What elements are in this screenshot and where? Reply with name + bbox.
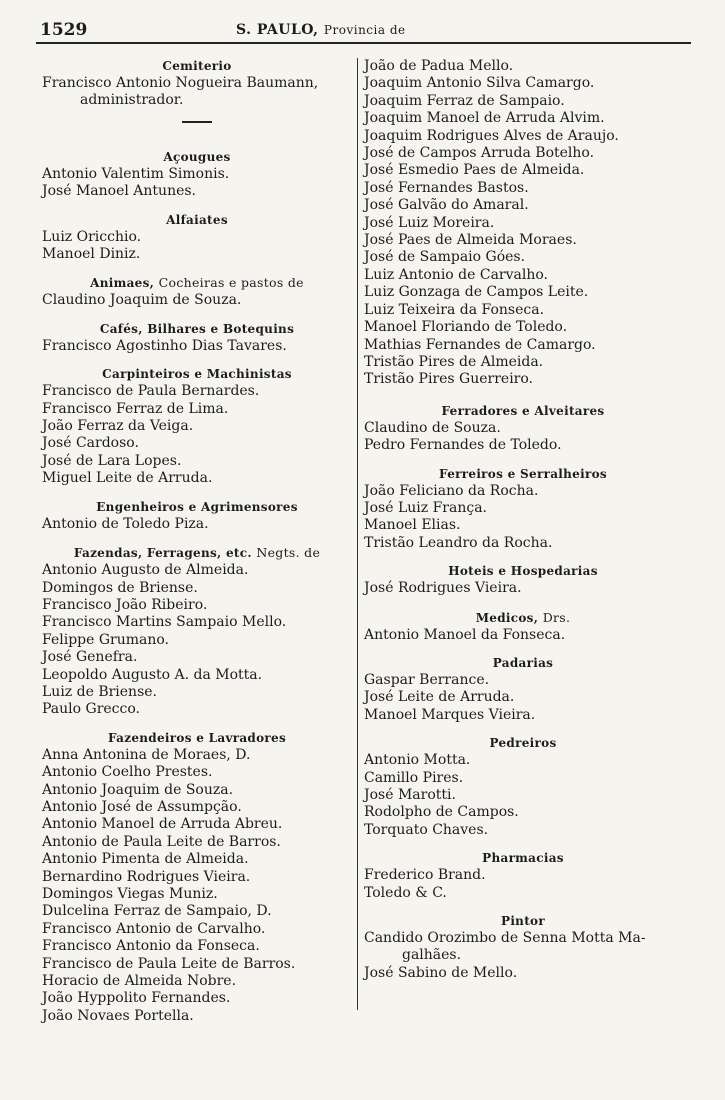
entry-list (362, 930, 684, 982)
section-title-note: Drs. (542, 609, 571, 625)
entry-list (38, 229, 356, 264)
column-divider (357, 58, 358, 1010)
entry: Francisco Antonio de Carvalho. (42, 920, 266, 937)
entry-list (362, 627, 684, 644)
section-title (38, 544, 356, 562)
entry: Francisco Antonio da Fonseca. (42, 938, 260, 955)
running-title-tail: Provincia de (323, 23, 406, 37)
entry: João Ferraz da Veiga. (42, 418, 194, 435)
entry: Miguel Leite de Arruda. (42, 470, 213, 487)
running-title (236, 22, 406, 38)
entry: João Feliciano da Rocha. (364, 482, 539, 499)
entry: Rodolpho de Campos. (364, 804, 519, 821)
entry-list (38, 383, 356, 487)
section-pintor (362, 913, 684, 982)
entry: Antonio Coelho Prestes. (42, 764, 213, 781)
entry-list (362, 672, 684, 724)
entry-list (362, 867, 684, 902)
entry-list (38, 75, 356, 110)
entry: Dulcelina Ferraz de Sampaio, D. (42, 903, 272, 920)
entry: Francisco Antonio Nogueira Baumann, (42, 75, 319, 91)
section-title: Fazendeiros e Lavradores (107, 730, 287, 745)
section-title-main: Medicos, (475, 610, 539, 625)
section-alfaiates (38, 212, 356, 264)
entry: Joaquim Ferraz de Sampaio. (364, 92, 565, 109)
entry-list (38, 516, 356, 533)
section-title: Engenheiros e Agrimensores (96, 499, 298, 514)
section-fazendeiros (38, 730, 356, 1026)
entry: Luiz Antonio de Carvalho. (364, 266, 549, 283)
entry: Manoel Diniz. (42, 246, 141, 263)
entry: Bernardino Rodrigues Vieira. (42, 868, 251, 885)
entry: João Hyppolito Fernandes. (42, 990, 231, 1007)
entry: Leopoldo Augusto A. da Motta. (42, 666, 263, 683)
entry: Manoel Elias. (364, 517, 461, 534)
entry: Francisco Agostinho Dias Tavares. (42, 337, 287, 354)
entry: galhães. (402, 947, 462, 964)
entry: Antonio de Paula Leite de Barros. (42, 833, 281, 850)
section-carpinteiros (38, 366, 356, 487)
entry-list (38, 562, 356, 719)
section-engenheiros (38, 499, 356, 533)
entry-list (362, 420, 684, 455)
section-fazendas (38, 544, 356, 719)
entry: Camillo Pires. (364, 769, 464, 786)
entry: Anna Antonina de Moraes, D. (42, 746, 251, 763)
section-pharmacias (362, 850, 684, 902)
entry: Antonio Motta. (364, 752, 471, 769)
entry: Gaspar Berrance. (364, 671, 490, 688)
entry-list (362, 580, 684, 597)
entry-list (38, 747, 356, 1026)
entry: Antonio Augusto de Almeida. (42, 562, 249, 579)
entry: Antonio José de Assumpção. (42, 798, 242, 815)
entry: José Marotti. (364, 787, 456, 803)
section-animaes (38, 274, 356, 309)
left-column (38, 58, 356, 1036)
section-title-note: Negts. de (256, 545, 321, 561)
section-title: Ferradores e Alveitares (441, 403, 605, 418)
entry: Antonio Joaquim de Souza. (42, 781, 234, 798)
section-cemiterio (38, 58, 356, 110)
section-medicos (362, 609, 684, 644)
entry: Antonio Valentim Simonis. (42, 165, 230, 182)
section-title: Ferreiros e Serralheiros (439, 466, 607, 481)
section-title: Pintor (501, 914, 545, 929)
section-title: Alfaiates (166, 212, 228, 227)
entry: Luiz Oricchio. (42, 228, 142, 245)
entry: Joaquim Rodrigues Alves de Araujo. (364, 127, 619, 144)
entry: Francisco João Ribeiro. (42, 596, 208, 613)
section-title: Carpinteiros e Machinistas (102, 367, 292, 382)
entry: Pedro Fernandes de Toledo. (364, 437, 562, 454)
entry: Manoel Marques Vieira. (364, 706, 536, 723)
section-title: Cafés, Bilhares e Botequins (99, 321, 295, 336)
entry: Domingos de Briense. (42, 579, 198, 596)
section-title: Pedreiros (489, 736, 557, 751)
entry: Antonio Manoel de Arruda Abreu. (42, 816, 283, 833)
section-title-main: Animaes, (90, 276, 155, 291)
entry: Joaquim Antonio Silva Camargo. (364, 75, 595, 92)
entry: Antonio de Toledo Piza. (42, 515, 209, 532)
entry: Francisco de Paula Leite de Barros. (42, 955, 296, 972)
entry: José Paes de Almeida Moraes. (364, 232, 577, 249)
entry: José Leite de Arruda. (364, 689, 515, 706)
entry: Paulo Grecco. (42, 701, 140, 718)
entry: Candido Orozimbo de Senna Motta Ma- (364, 930, 646, 947)
entry: José de Campos Arruda Botelho. (364, 145, 595, 162)
entry: Tristão Leandro da Rocha. (364, 534, 553, 551)
entry: Toledo & C. (364, 884, 447, 901)
entry: José Esmedio Paes de Almeida. (364, 162, 585, 179)
entry: Horacio de Almeida Nobre. (42, 973, 237, 990)
section-pedreiros (362, 735, 684, 839)
entry: Luiz Teixeira da Fonseca. (364, 301, 545, 318)
entry: administrador. (80, 92, 184, 109)
entry: João Novaes Portella. (42, 1007, 194, 1024)
entry: José Galvão do Amaral. (364, 197, 529, 214)
entry: José Cardoso. (42, 435, 139, 452)
section-title-main: Fazendas, Ferragens, etc. (73, 546, 252, 561)
entry: Tristão Pires Guerreiro. (364, 371, 534, 388)
continued-fazendeiros (362, 58, 684, 389)
entry-list (38, 292, 356, 309)
entry: José Fernandes Bastos. (364, 179, 529, 196)
section-cafes (38, 321, 356, 355)
entry-list (362, 483, 684, 553)
entry: Antonio Pimenta de Almeida. (42, 851, 249, 868)
entry: Luiz Gonzaga de Campos Leite. (364, 284, 589, 301)
entry: Francisco Ferraz de Lima. (42, 400, 229, 417)
page-number: 1529 (40, 20, 88, 40)
section-title (362, 609, 684, 627)
entry: Mathias Fernandes de Camargo. (364, 336, 596, 353)
separator-dash (182, 121, 212, 123)
entry: Joaquim Manoel de Arruda Alvim. (364, 110, 605, 127)
entry: José Sabino de Mello. (364, 964, 518, 981)
entry: José de Sampaio Góes. (364, 249, 526, 266)
entry: Claudino Joaquim de Souza. (42, 292, 242, 309)
entry: José de Lara Lopes. (42, 452, 182, 469)
entry: Francisco Martins Sampaio Mello. (42, 614, 287, 631)
section-title: Pharmacias (482, 851, 564, 866)
section-acougues (38, 149, 356, 201)
running-title-main: S. PAULO, (236, 22, 319, 38)
entry: José Luiz França. (364, 499, 487, 516)
section-ferradores (362, 403, 684, 455)
section-hoteis (362, 563, 684, 597)
entry: Francisco de Paula Bernardes. (42, 383, 260, 400)
section-title: Cemiterio (162, 59, 232, 73)
section-title-note: Cocheiras e pastos de (158, 275, 304, 291)
entry: Domingos Viegas Muniz. (42, 886, 218, 902)
page-header (36, 20, 691, 44)
entry: Manoel Floriando de Toledo. (364, 319, 568, 336)
entry: Claudino de Souza. (364, 419, 501, 436)
section-ferreiros (362, 466, 684, 553)
entry: Antonio Manoel da Fonseca. (364, 626, 566, 643)
header-rule (36, 42, 691, 44)
entry-list (362, 752, 684, 839)
entry-list (38, 166, 356, 201)
entry: José Genefra. (42, 649, 138, 666)
entry: Frederico Brand. (364, 867, 486, 884)
entry-list (38, 338, 356, 355)
entry: Felippe Grumano. (42, 631, 170, 648)
entry-list (362, 58, 684, 389)
section-padarias (362, 655, 684, 724)
section-title (38, 274, 356, 292)
entry: Luiz de Briense. (42, 683, 157, 700)
entry: Tristão Pires de Almeida. (364, 353, 544, 370)
section-title: Açougues (163, 149, 231, 164)
right-column (362, 58, 684, 993)
section-title: Hoteis e Hospedarias (448, 564, 598, 579)
section-title: Padarias (492, 655, 554, 670)
entry: José Manoel Antunes. (42, 183, 197, 200)
entry: João de Padua Mello. (364, 58, 514, 74)
entry: José Luiz Moreira. (364, 214, 495, 231)
entry: Torquato Chaves. (364, 821, 489, 838)
entry: José Rodrigues Vieira. (364, 580, 522, 597)
